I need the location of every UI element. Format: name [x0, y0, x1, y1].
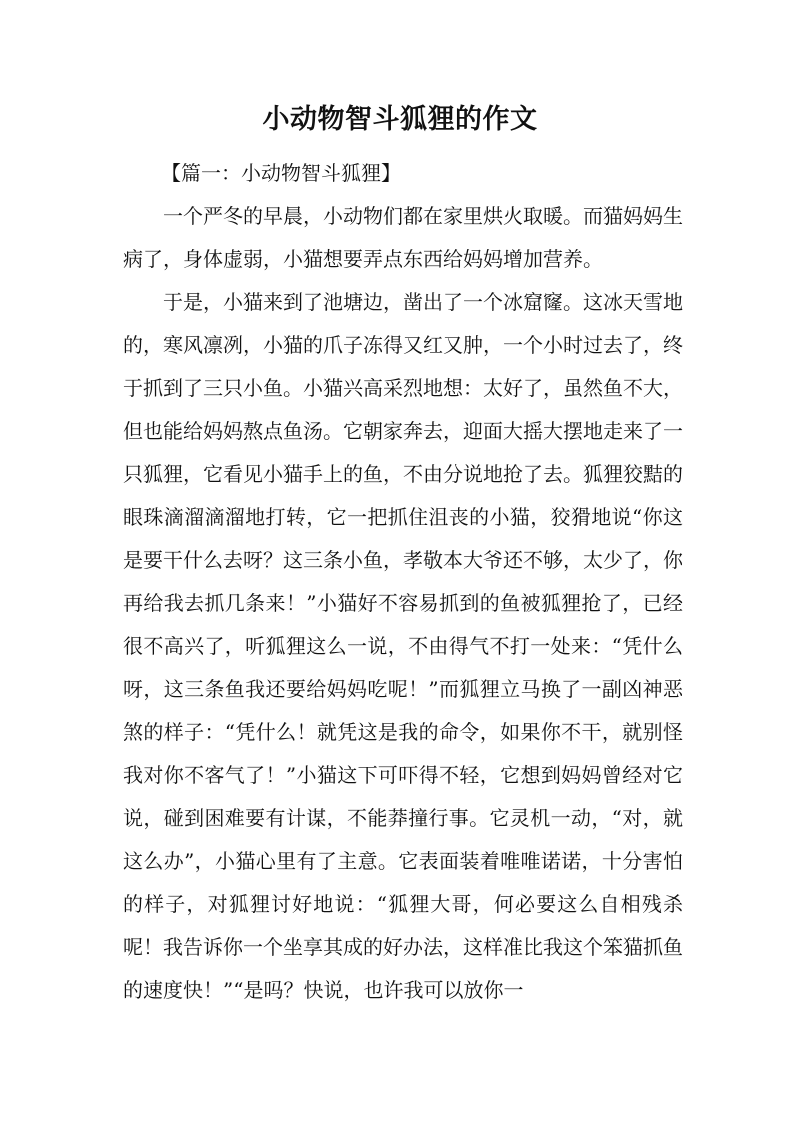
section-heading: 【篇一：小动物智斗狐狸】: [161, 161, 401, 185]
paragraph-2: 于是，小猫来到了池塘边，凿出了一个冰窟窿。这冰天雪地的，寒风凛冽，小猫的爪子冻得又红又肿，一个小时过去了，终于抓到了三只小鱼。小猫兴高采烈地想：太好了，虽然鱼不大，但也能给妈妈熬点鱼汤。它朝家奔去，迎面大摇大摆地走来了一只狐狸，它看见小猫手上的鱼，不由分说地抢了去。狐狸狡黠的眼珠滴溜滴溜地打转，它一把抓住沮丧的小猫，狡猾地说“你这是要干什么去呀？这三条小鱼，孝敬本大爷还不够，太少了，你再给我去抓几条来！”小猫好不容易抓到的鱼被狐狸抢了，已经很不高兴了，听狐狸这么一说，不由得气不打一处来：“凭什么呀，这三条鱼我还要给妈妈吃呢！”而狐狸立马换了一副凶神恶煞的样子：“凭什么！就凭这是我的命令，如果你不干，就别怪我对你不客气了！”小猫这下可吓得不轻，它想到妈妈曾经对它说，碰到困难要有计谋，不能莽撞行事。它灵机一动，“对，就这么办”，小猫心里有了主意。它表面装着唯唯诺诺，十分害怕的样子，对狐狸讨好地说：“狐狸大哥，何必要这么自相残杀呢！我告诉你一个坐享其成的好办法，这样准比我这个笨猫抓鱼的速度快！”“是吗？快说，也许我可以放你一: [123, 290, 683, 1002]
document-title: 小动物智斗狐狸的作文: [262, 104, 538, 135]
paragraph-1: 一个严冬的早晨，小动物们都在家里烘火取暖。而猫妈妈生病了，身体虚弱，小猫想要弄点东西给妈妈增加营养。: [123, 204, 683, 271]
document-body: [123, 152, 683, 1012]
